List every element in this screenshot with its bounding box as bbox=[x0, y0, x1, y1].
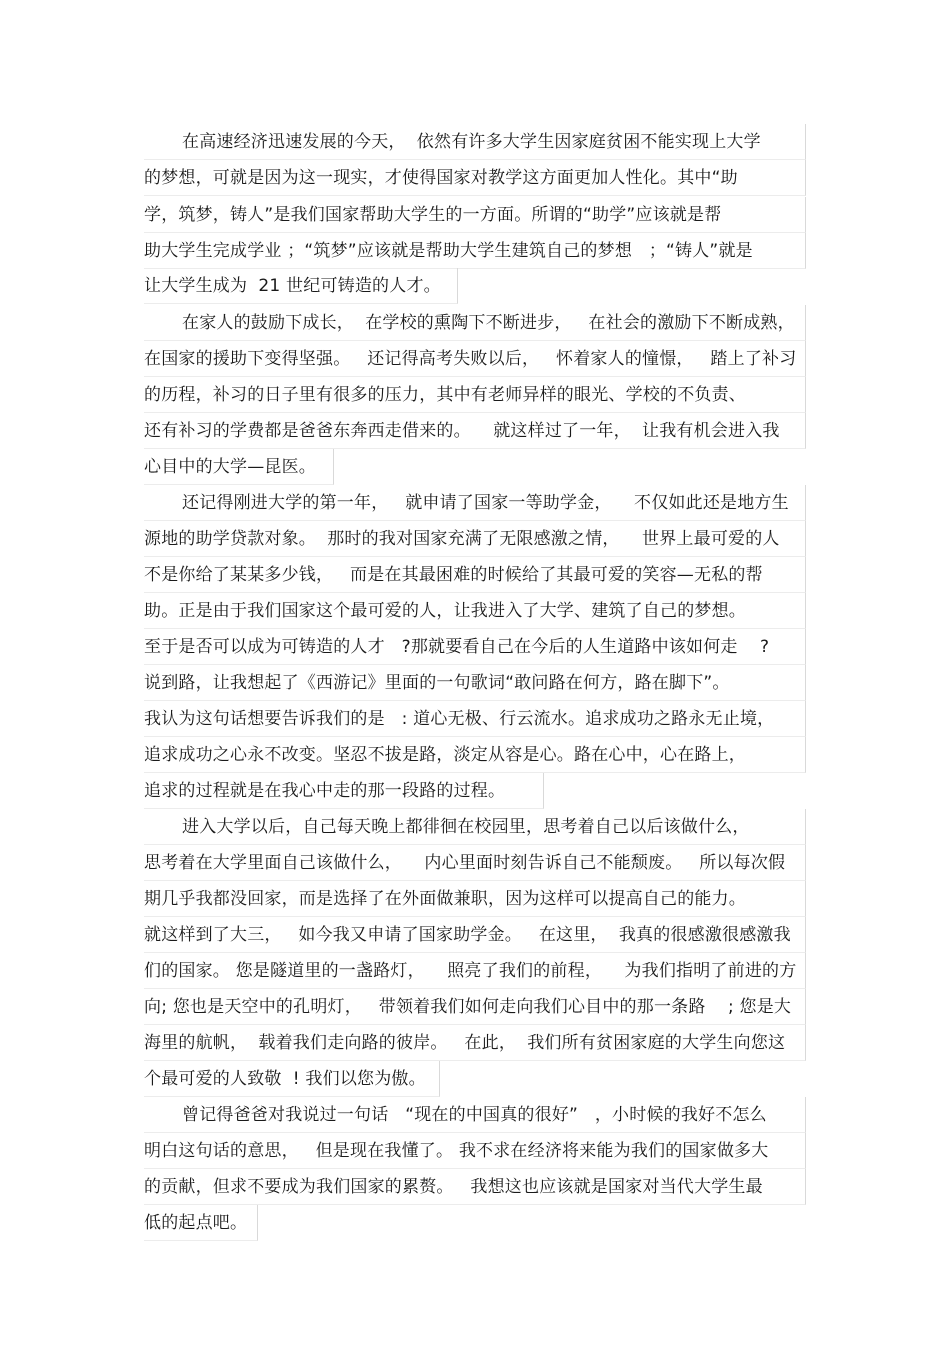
text-line: 还记得刚进大学的第一年， 就申请了国家一等助学金， 不仅如此还是地方生 bbox=[144, 485, 806, 521]
text-line: 在高速经济迅速发展的今天， 依然有许多大学生因家庭贫困不能实现上大学 bbox=[144, 124, 806, 160]
text-line: 思考着在大学里面自己该做什么， 内心里面时刻告诉自己不能颓废。 所以每次假 bbox=[144, 845, 806, 881]
text-line: 曾记得爸爸对我说过一句话 “现在的中国真的很好” ，小时候的我好不怎么 bbox=[144, 1097, 806, 1133]
text-line: 学，筑梦，铸人”是我们国家帮助大学生的一方面。所谓的“助学”应该就是帮 bbox=[144, 197, 806, 233]
text-line: 在家人的鼓励下成长， 在学校的熏陶下不断进步， 在社会的激励下不断成熟， bbox=[144, 305, 806, 341]
text-line: 不是你给了某某多少钱， 而是在其最困难的时候给了其最可爱的笑容—无私的帮 bbox=[144, 557, 806, 593]
text-line: 说到路，让我想起了《西游记》里面的一句歌词“敢问路在何方，路在脚下”。 bbox=[144, 665, 806, 701]
text-line: 们的国家。 您是隧道里的一盏路灯， 照亮了我们的前程， 为我们指明了前进的方 bbox=[144, 953, 806, 989]
text-line: 的贡献，但求不要成为我们国家的累赘。 我想这也应该就是国家对当代大学生最 bbox=[144, 1169, 806, 1205]
text-line: 还有补习的学费都是爸爸东奔西走借来的。 就这样过了一年， 让我有机会进入我 bbox=[144, 413, 806, 449]
text-line: 的梦想，可就是因为这一现实，才使得国家对教学这方面更加人性化。其中“助 bbox=[144, 160, 806, 196]
text-line: 心目中的大学—昆医。 bbox=[144, 449, 334, 485]
text-line: 助。正是由于我们国家这个最可爱的人，让我进入了大学、建筑了自己的梦想。 bbox=[144, 593, 806, 629]
text-line: 追求的过程就是在我心中走的那一段路的过程。 bbox=[144, 773, 544, 809]
text-line: 进入大学以后，自己每天晚上都徘徊在校园里，思考着自己以后该做什么， bbox=[144, 809, 806, 845]
text-line: 海里的航帆， 载着我们走向路的彼岸。 在此， 我们所有贫困家庭的大学生向您这 bbox=[144, 1025, 806, 1061]
text-line: 我认为这句话想要告诉我们的是 : 道心无极、行云流水。追求成功之路永无止境， bbox=[144, 701, 806, 737]
text-line: 在国家的援助下变得坚强。 还记得高考失败以后， 怀着家人的憧憬， 踏上了补习 bbox=[144, 341, 806, 377]
text-line: 明白这句话的意思， 但是现在我懂了。 我不求在经济将来能为我们的国家做多大 bbox=[144, 1133, 806, 1169]
text-line: 至于是否可以成为可铸造的人才 ?那就要看自己在今后的人生道路中该如何走 ? bbox=[144, 629, 806, 665]
text-line: 期几乎我都没回家，而是选择了在外面做兼职，因为这样可以提高自己的能力。 bbox=[144, 881, 806, 917]
text-line: 就这样到了大三， 如今我又申请了国家助学金。 在这里， 我真的很感激很感激我 bbox=[144, 917, 806, 953]
text-line: 让大学生成为 21 世纪可铸造的人才。 bbox=[144, 268, 458, 304]
text-line: 追求成功之心永不改变。坚忍不拔是路，淡定从容是心。路在心中，心在路上， bbox=[144, 737, 806, 773]
text-line: 向; 您也是天空中的孔明灯， 带领着我们如何走向我们心目中的那一条路 ; 您是大 bbox=[144, 989, 806, 1025]
text-line: 低的起点吧。 bbox=[144, 1205, 258, 1241]
text-line: 源地的助学贷款对象。 那时的我对国家充满了无限感激之情， 世界上最可爱的人 bbox=[144, 521, 806, 557]
text-line: 个最可爱的人致敬 ! 我们以您为傲。 bbox=[144, 1061, 440, 1097]
text-line: 助大学生完成学业 ；“筑梦”应该就是帮助大学生建筑自己的梦想 ；“铸人”就是 bbox=[144, 233, 806, 269]
text-line: 的历程，补习的日子里有很多的压力，其中有老师异样的眼光、学校的不负责、 bbox=[144, 377, 806, 413]
